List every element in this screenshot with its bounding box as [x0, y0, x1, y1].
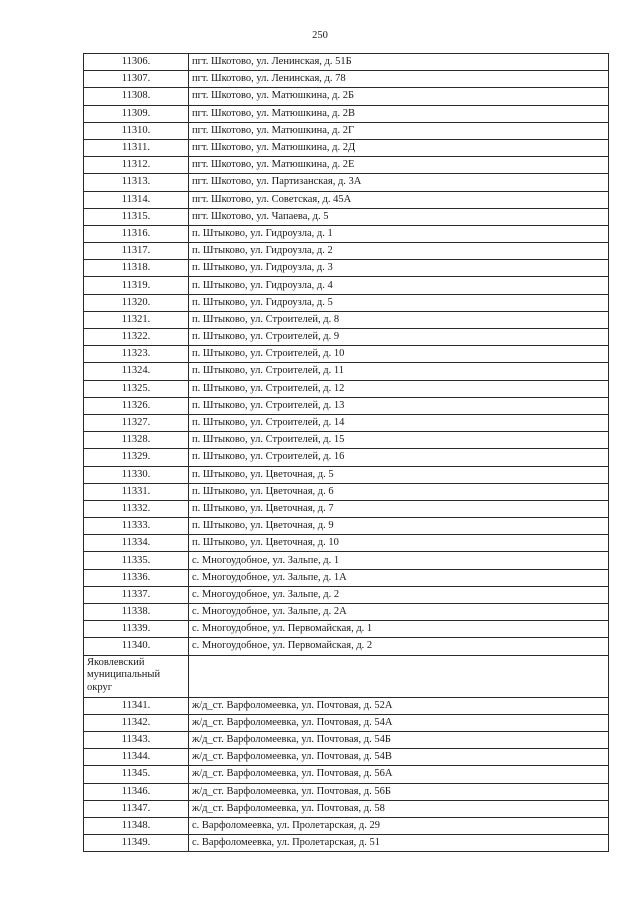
- table-row: [84, 449, 609, 466]
- row-address: пгт. Шкотово, ул. Ленинская, д. 51Б: [189, 54, 609, 71]
- table-row: [84, 569, 609, 586]
- row-number: 11321.: [84, 311, 189, 328]
- row-address: пгт. Шкотово, ул. Матюшкина, д. 2Е: [189, 157, 609, 174]
- row-address: пгт. Шкотово, ул. Матюшкина, д. 2Д: [189, 139, 609, 156]
- table-row: [84, 518, 609, 535]
- row-address: п. Штыково, ул. Строителей, д. 16: [189, 449, 609, 466]
- table-row: [84, 466, 609, 483]
- row-number: 11318.: [84, 260, 189, 277]
- row-address: ж/д_ст. Варфоломеевка, ул. Почтовая, д. 54Б: [189, 731, 609, 748]
- table-row: [84, 483, 609, 500]
- row-address: пгт. Шкотово, ул. Ленинская, д. 78: [189, 71, 609, 88]
- row-number: 11335.: [84, 552, 189, 569]
- row-number: 11308.: [84, 88, 189, 105]
- table-row: [84, 54, 609, 71]
- row-address: ж/д_ст. Варфоломеевка, ул. Почтовая, д. 56Б: [189, 783, 609, 800]
- row-number: 11316.: [84, 225, 189, 242]
- row-number: 11323.: [84, 346, 189, 363]
- section-row: [84, 655, 609, 697]
- row-number: 11319.: [84, 277, 189, 294]
- row-address: пгт. Шкотово, ул. Матюшкина, д. 2Б: [189, 88, 609, 105]
- row-number: 11329.: [84, 449, 189, 466]
- table-row: [84, 122, 609, 139]
- row-address: п. Штыково, ул. Цветочная, д. 7: [189, 500, 609, 517]
- address-table: [83, 53, 609, 852]
- table-row: [84, 817, 609, 834]
- row-number: 11310.: [84, 122, 189, 139]
- row-address: п. Штыково, ул. Строителей, д. 14: [189, 414, 609, 431]
- row-number: 11312.: [84, 157, 189, 174]
- table-row: [84, 311, 609, 328]
- table-row: [84, 697, 609, 714]
- row-number: 11347.: [84, 800, 189, 817]
- row-address: п. Штыково, ул. Гидроузла, д. 5: [189, 294, 609, 311]
- row-number: 11309.: [84, 105, 189, 122]
- row-address: с. Варфоломеевка, ул. Пролетарская, д. 29: [189, 817, 609, 834]
- row-address: п. Штыково, ул. Строителей, д. 9: [189, 329, 609, 346]
- table-row: [84, 749, 609, 766]
- table-row: [84, 835, 609, 852]
- table-row: [84, 766, 609, 783]
- row-number: 11345.: [84, 766, 189, 783]
- row-number: 11338.: [84, 604, 189, 621]
- row-number: 11349.: [84, 835, 189, 852]
- row-number: 11333.: [84, 518, 189, 535]
- table-row: [84, 294, 609, 311]
- table-row: [84, 329, 609, 346]
- table-row: [84, 105, 609, 122]
- row-address: ж/д_ст. Варфоломеевка, ул. Почтовая, д. 54А: [189, 714, 609, 731]
- page-number: 250: [312, 30, 328, 41]
- row-address: п. Штыково, ул. Строителей, д. 15: [189, 432, 609, 449]
- address-table-body: [84, 54, 609, 852]
- row-address: пгт. Шкотово, ул. Партизанская, д. 3А: [189, 174, 609, 191]
- table-row: [84, 638, 609, 655]
- row-address: п. Штыково, ул. Строителей, д. 13: [189, 397, 609, 414]
- table-row: [84, 174, 609, 191]
- row-address: пгт. Шкотово, ул. Советская, д. 45А: [189, 191, 609, 208]
- row-number: 11334.: [84, 535, 189, 552]
- table-row: [84, 208, 609, 225]
- table-row: [84, 260, 609, 277]
- row-address: ж/д_ст. Варфоломеевка, ул. Почтовая, д. 58: [189, 800, 609, 817]
- row-address: п. Штыково, ул. Строителей, д. 11: [189, 363, 609, 380]
- row-number: 11307.: [84, 71, 189, 88]
- table-row: [84, 552, 609, 569]
- row-address: п. Штыково, ул. Строителей, д. 8: [189, 311, 609, 328]
- row-address: п. Штыково, ул. Гидроузла, д. 3: [189, 260, 609, 277]
- table-row: [84, 783, 609, 800]
- table-row: [84, 714, 609, 731]
- row-address: п. Штыково, ул. Гидроузла, д. 4: [189, 277, 609, 294]
- row-address: п. Штыково, ул. Цветочная, д. 9: [189, 518, 609, 535]
- row-number: 11337.: [84, 586, 189, 603]
- row-number: 11317.: [84, 243, 189, 260]
- row-number: 11327.: [84, 414, 189, 431]
- row-number: 11322.: [84, 329, 189, 346]
- table-row: [84, 731, 609, 748]
- table-row: [84, 243, 609, 260]
- table-row: [84, 586, 609, 603]
- row-address: с. Многоудобное, ул. Зальпе, д. 1: [189, 552, 609, 569]
- row-address: ж/д_ст. Варфоломеевка, ул. Почтовая, д. 54В: [189, 749, 609, 766]
- table-row: [84, 139, 609, 156]
- row-number: 11325.: [84, 380, 189, 397]
- table-row: [84, 535, 609, 552]
- row-address: п. Штыково, ул. Гидроузла, д. 1: [189, 225, 609, 242]
- row-number: 11314.: [84, 191, 189, 208]
- row-number: 11328.: [84, 432, 189, 449]
- table-row: [84, 500, 609, 517]
- row-number: 11344.: [84, 749, 189, 766]
- row-number: 11326.: [84, 397, 189, 414]
- table-row: [84, 191, 609, 208]
- table-row: [84, 277, 609, 294]
- row-address: п. Штыково, ул. Гидроузла, д. 2: [189, 243, 609, 260]
- row-number: 11342.: [84, 714, 189, 731]
- row-number: 11311.: [84, 139, 189, 156]
- row-address: п. Штыково, ул. Строителей, д. 12: [189, 380, 609, 397]
- table-row: [84, 225, 609, 242]
- row-number: 11339.: [84, 621, 189, 638]
- row-address: ж/д_ст. Варфоломеевка, ул. Почтовая, д. 52А: [189, 697, 609, 714]
- row-number: 11343.: [84, 731, 189, 748]
- row-number: 11341.: [84, 697, 189, 714]
- table-row: [84, 397, 609, 414]
- row-number: 11346.: [84, 783, 189, 800]
- row-address: с. Многоудобное, ул. Зальпе, д. 2: [189, 586, 609, 603]
- section-label: Яковлевский муниципальный округ: [84, 655, 189, 697]
- row-address: п. Штыково, ул. Цветочная, д. 5: [189, 466, 609, 483]
- table-row: [84, 380, 609, 397]
- row-address: с. Многоудобное, ул. Зальпе, д. 2А: [189, 604, 609, 621]
- row-number: 11306.: [84, 54, 189, 71]
- row-address: с. Многоудобное, ул. Первомайская, д. 2: [189, 638, 609, 655]
- table-row: [84, 414, 609, 431]
- table-row: [84, 346, 609, 363]
- table-row: [84, 363, 609, 380]
- table-row: [84, 432, 609, 449]
- table-row: [84, 621, 609, 638]
- row-address: п. Штыково, ул. Цветочная, д. 10: [189, 535, 609, 552]
- row-number: 11336.: [84, 569, 189, 586]
- row-number: 11320.: [84, 294, 189, 311]
- table-row: [84, 800, 609, 817]
- row-number: 11315.: [84, 208, 189, 225]
- row-number: 11332.: [84, 500, 189, 517]
- row-number: 11331.: [84, 483, 189, 500]
- row-number: 11348.: [84, 817, 189, 834]
- row-address: пгт. Шкотово, ул. Матюшкина, д. 2В: [189, 105, 609, 122]
- row-number: 11330.: [84, 466, 189, 483]
- table-row: [84, 604, 609, 621]
- row-number: 11340.: [84, 638, 189, 655]
- row-number: 11313.: [84, 174, 189, 191]
- row-address: пгт. Шкотово, ул. Матюшкина, д. 2Г: [189, 122, 609, 139]
- row-address: пгт. Шкотово, ул. Чапаева, д. 5: [189, 208, 609, 225]
- row-address: п. Штыково, ул. Строителей, д. 10: [189, 346, 609, 363]
- row-address: ж/д_ст. Варфоломеевка, ул. Почтовая, д. 56А: [189, 766, 609, 783]
- table-row: [84, 157, 609, 174]
- section-address-cell: [189, 655, 609, 697]
- table-row: [84, 71, 609, 88]
- row-address: с. Многоудобное, ул. Первомайская, д. 1: [189, 621, 609, 638]
- row-address: п. Штыково, ул. Цветочная, д. 6: [189, 483, 609, 500]
- row-address: с. Многоудобное, ул. Зальпе, д. 1А: [189, 569, 609, 586]
- row-number: 11324.: [84, 363, 189, 380]
- row-address: с. Варфоломеевка, ул. Пролетарская, д. 51: [189, 835, 609, 852]
- table-row: [84, 88, 609, 105]
